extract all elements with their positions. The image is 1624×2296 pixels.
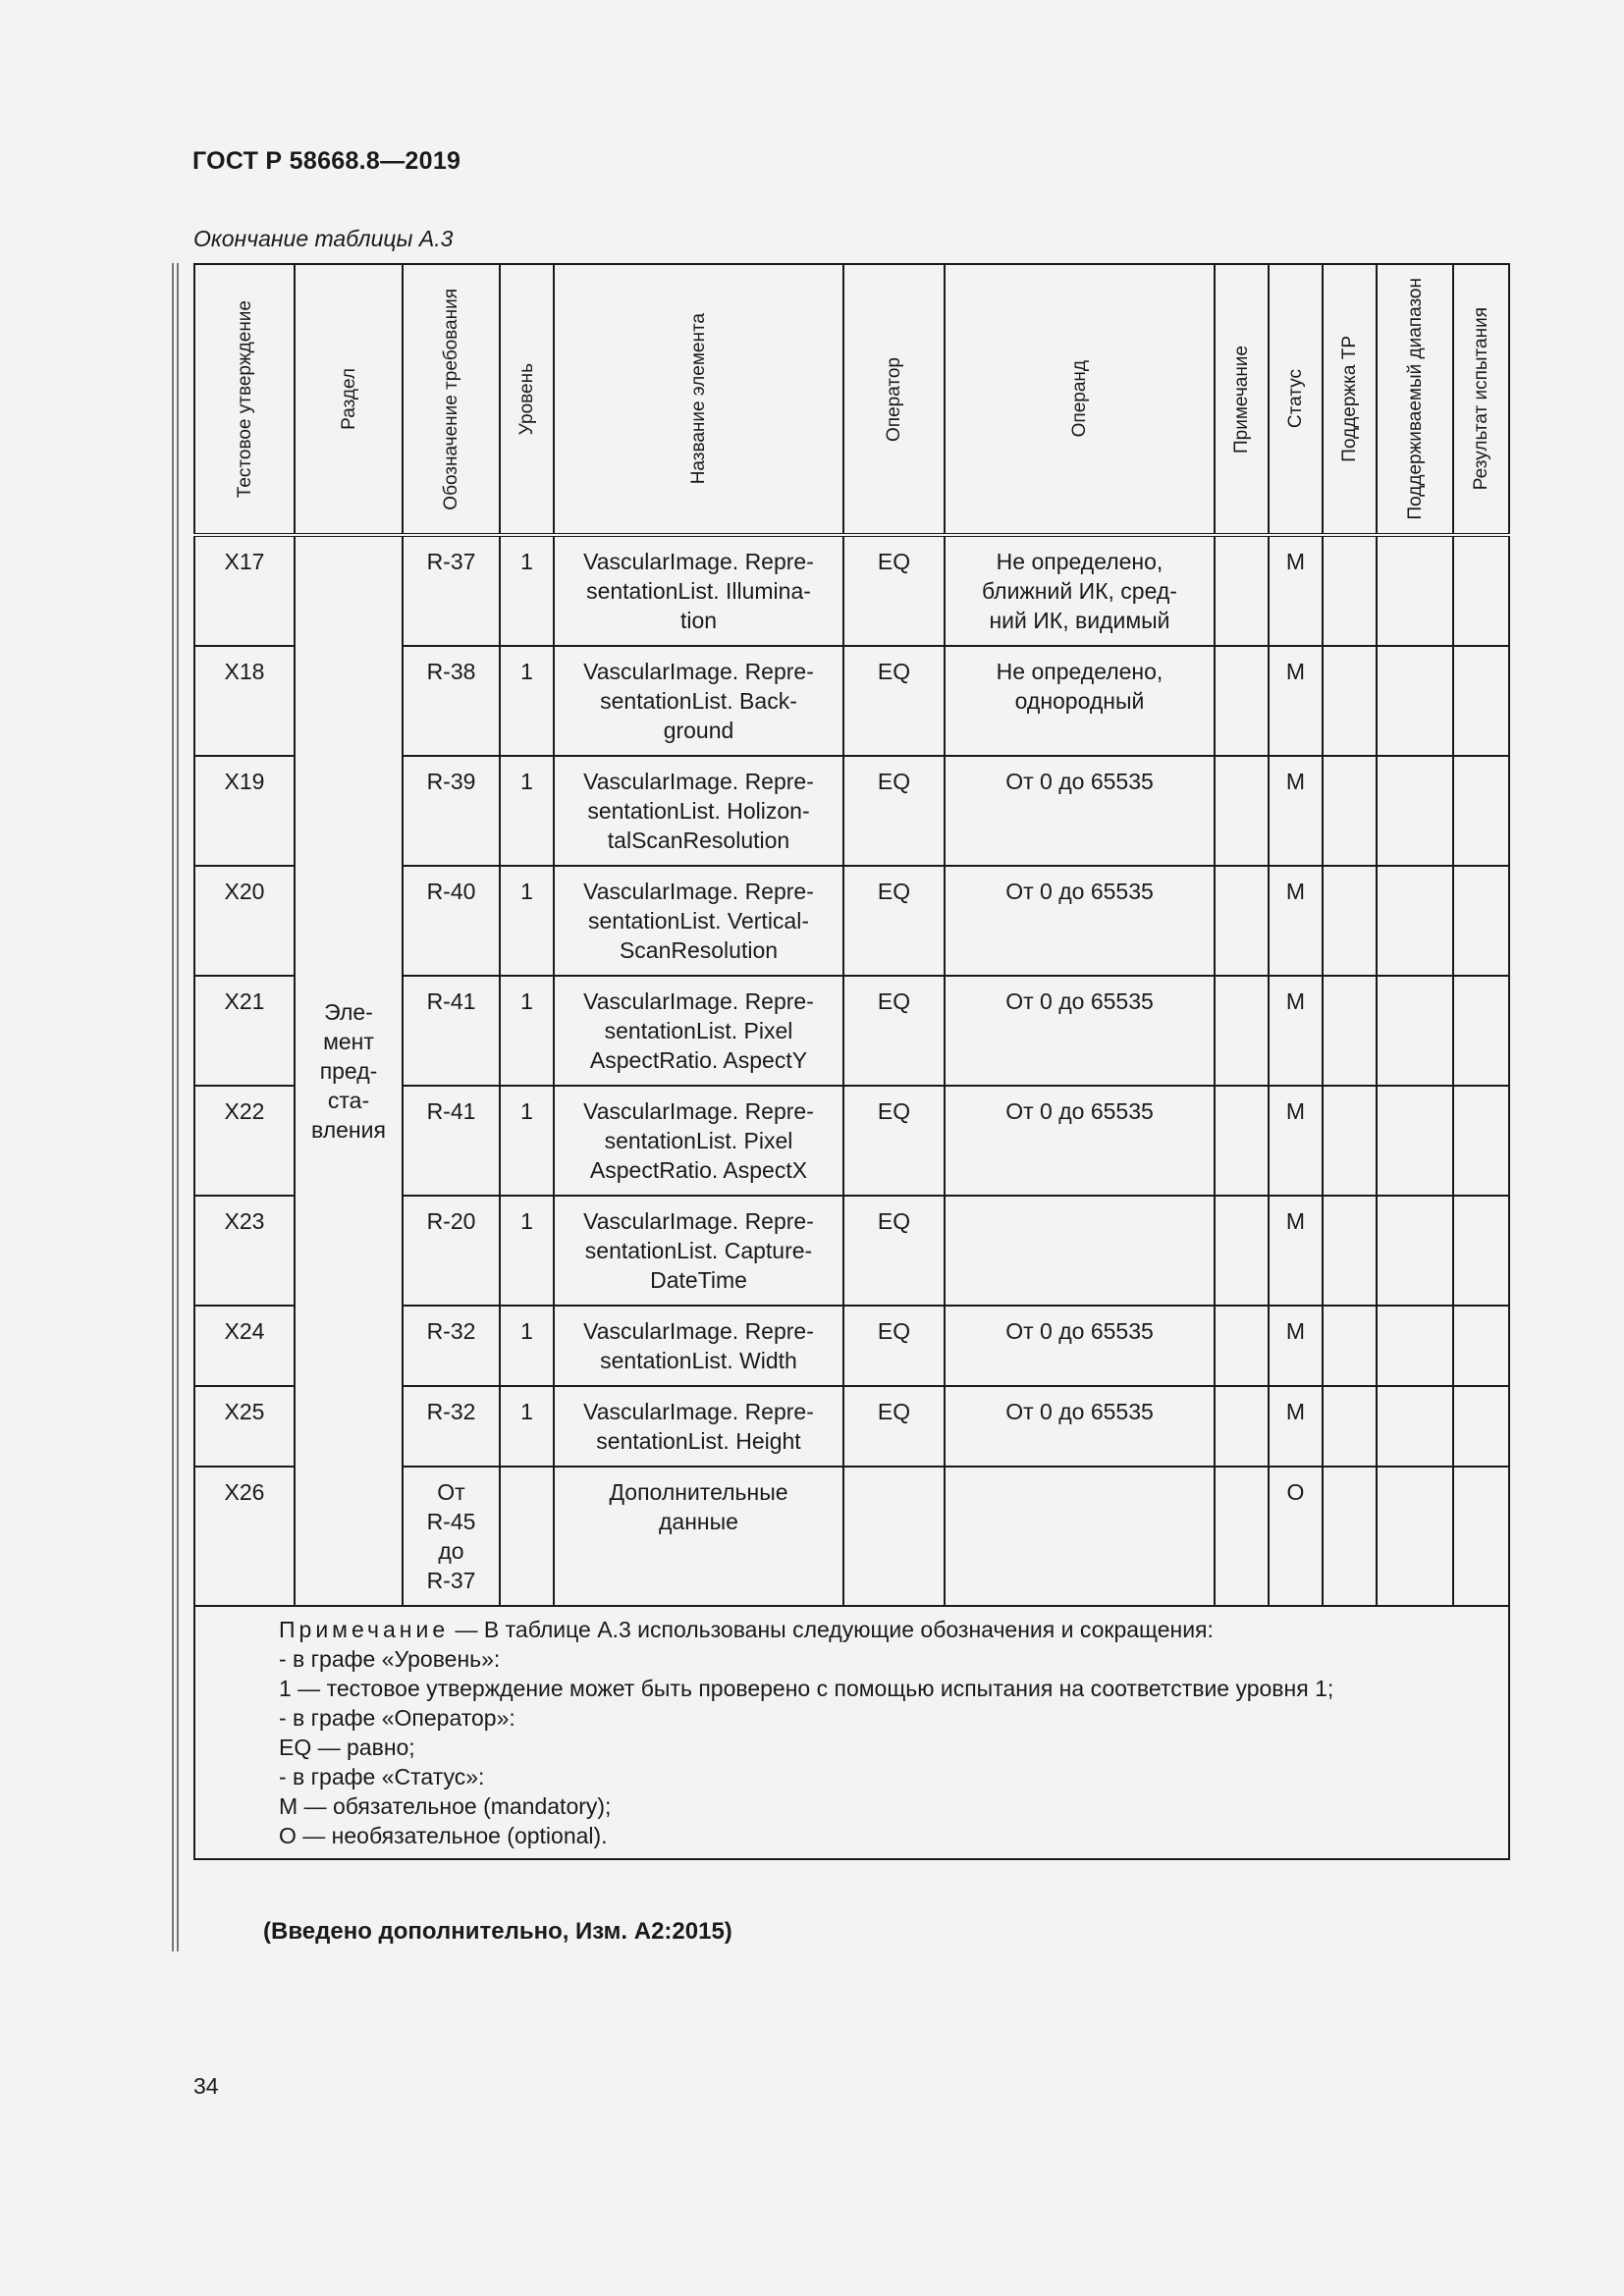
level-cell: 1	[500, 535, 554, 646]
requirement-cell: R-38	[403, 646, 500, 756]
note-line: - в графе «Оператор»:	[279, 1705, 515, 1731]
status-cell: M	[1269, 646, 1323, 756]
element-name-cell: VascularImage. Repre- sentationList. Height	[554, 1386, 843, 1467]
requirement-cell: R-40	[403, 866, 500, 976]
test-result-cell	[1453, 1086, 1509, 1196]
note-line: 1 — тестовое утверждение может быть проверено с помощью испытания на соответствие уровня 1;	[279, 1676, 1334, 1701]
note-line: M — обязательное (mandatory);	[279, 1793, 612, 1819]
col-header-element-name: Название элемента	[554, 264, 843, 535]
tr-support-cell	[1323, 1086, 1377, 1196]
change-bar	[172, 263, 179, 1951]
test-statement-cell: X22	[194, 1086, 295, 1196]
tr-support-cell	[1323, 1467, 1377, 1606]
test-result-cell	[1453, 646, 1509, 756]
col-header-operator: Оператор	[843, 264, 945, 535]
tr-support-cell	[1323, 1306, 1377, 1386]
note-lead: Примечание	[279, 1617, 450, 1642]
section-cell	[295, 535, 403, 1606]
col-header-tr-support: Поддержка ТР	[1323, 264, 1377, 535]
tr-support-cell	[1323, 756, 1377, 866]
operand-cell: Не определено, ближний ИК, сред- ний ИК, видимый	[945, 535, 1215, 646]
test-result-cell	[1453, 1306, 1509, 1386]
supported-range-cell	[1377, 756, 1453, 866]
operator-cell: EQ	[843, 1196, 945, 1306]
element-name-cell: VascularImage. Repre- sentationList. Vertical- ScanResolution	[554, 866, 843, 976]
operator-cell: EQ	[843, 866, 945, 976]
status-cell: M	[1269, 535, 1323, 646]
operator-cell: EQ	[843, 646, 945, 756]
test-result-cell	[1453, 756, 1509, 866]
supported-range-cell	[1377, 535, 1453, 646]
test-statement-cell: X17	[194, 535, 295, 646]
note-line: O — необязательное (optional).	[279, 1823, 608, 1848]
operand-cell: Не определено, однородный	[945, 646, 1215, 756]
note-row	[194, 1606, 1509, 1859]
operator-cell: EQ	[843, 1386, 945, 1467]
note-line: EQ — равно;	[279, 1735, 415, 1760]
operand-cell	[945, 1467, 1215, 1606]
element-name-cell: VascularImage. Repre- sentationList. Width	[554, 1306, 843, 1386]
test-result-cell	[1453, 535, 1509, 646]
note-line: - в графе «Уровень»:	[279, 1646, 501, 1672]
status-cell: M	[1269, 976, 1323, 1086]
operator-cell: EQ	[843, 756, 945, 866]
col-header-requirement: Обозначение требования	[403, 264, 500, 535]
level-cell: 1	[500, 1386, 554, 1467]
status-cell: M	[1269, 1086, 1323, 1196]
col-header-status: Статус	[1269, 264, 1323, 535]
level-cell: 1	[500, 866, 554, 976]
tr-support-cell	[1323, 1386, 1377, 1467]
element-name-cell: VascularImage. Repre- sentationList. Holizon- talScanResolution	[554, 756, 843, 866]
note-cell	[1215, 1306, 1269, 1386]
test-statement-cell: X21	[194, 976, 295, 1086]
requirements-table	[193, 263, 1510, 1860]
operand-cell: От 0 до 65535	[945, 1086, 1215, 1196]
status-cell: M	[1269, 1386, 1323, 1467]
col-header-supported-range: Поддерживаемый диапазон	[1377, 264, 1453, 535]
requirement-cell: R-32	[403, 1386, 500, 1467]
operator-cell	[843, 1467, 945, 1606]
level-cell	[500, 1467, 554, 1606]
note-cell	[1215, 866, 1269, 976]
operator-cell: EQ	[843, 976, 945, 1086]
element-name-cell: VascularImage. Repre- sentationList. Pixel AspectRatio. AspectX	[554, 1086, 843, 1196]
table-caption: Окончание таблицы А.3	[193, 226, 454, 251]
status-cell: M	[1269, 866, 1323, 976]
document-header: ГОСТ Р 58668.8—2019	[192, 147, 461, 175]
element-name-cell: Дополнительные данные	[554, 1467, 843, 1606]
test-result-cell	[1453, 1386, 1509, 1467]
table-note	[194, 1606, 1509, 1859]
supported-range-cell	[1377, 976, 1453, 1086]
requirement-cell: От R-45 до R-37	[403, 1467, 500, 1606]
test-statement-cell: X19	[194, 756, 295, 866]
addendum: (Введено дополнительно, Изм. А2:2015)	[263, 1918, 732, 1945]
section-label: Эле- мент пред- ста- вления	[311, 999, 386, 1143]
requirement-cell: R-41	[403, 1086, 500, 1196]
note-text: — В таблице А.3 использованы следующие обозначения и сокращения:	[449, 1617, 1214, 1642]
tr-support-cell	[1323, 646, 1377, 756]
supported-range-cell	[1377, 646, 1453, 756]
element-name-cell: VascularImage. Repre- sentationList. Pixel AspectRatio. AspectY	[554, 976, 843, 1086]
test-result-cell	[1453, 976, 1509, 1086]
element-name-cell: VascularImage. Repre- sentationList. Back- ground	[554, 646, 843, 756]
element-name-cell: VascularImage. Repre- sentationList. Illumina- tion	[554, 535, 843, 646]
operator-cell: EQ	[843, 1306, 945, 1386]
element-name-cell: VascularImage. Repre- sentationList. Capture- DateTime	[554, 1196, 843, 1306]
requirement-cell: R-32	[403, 1306, 500, 1386]
operand-cell: От 0 до 65535	[945, 976, 1215, 1086]
operand-cell: От 0 до 65535	[945, 1306, 1215, 1386]
note-cell	[1215, 646, 1269, 756]
status-cell: M	[1269, 1196, 1323, 1306]
requirement-cell: R-37	[403, 535, 500, 646]
page-number: 34	[193, 2073, 219, 2099]
level-cell: 1	[500, 756, 554, 866]
note-cell	[1215, 1386, 1269, 1467]
test-statement-cell: X23	[194, 1196, 295, 1306]
operand-cell	[945, 1196, 1215, 1306]
level-cell: 1	[500, 1306, 554, 1386]
supported-range-cell	[1377, 866, 1453, 976]
test-statement-cell: X20	[194, 866, 295, 976]
note-cell	[1215, 1196, 1269, 1306]
level-cell: 1	[500, 1086, 554, 1196]
level-cell: 1	[500, 646, 554, 756]
col-header-operand: Операнд	[945, 264, 1215, 535]
col-header-note: Примечание	[1215, 264, 1269, 535]
status-cell: O	[1269, 1467, 1323, 1606]
supported-range-cell	[1377, 1386, 1453, 1467]
requirement-cell: R-39	[403, 756, 500, 866]
requirement-cell: R-20	[403, 1196, 500, 1306]
test-statement-cell: X26	[194, 1467, 295, 1606]
status-cell: M	[1269, 1306, 1323, 1386]
supported-range-cell	[1377, 1306, 1453, 1386]
col-header-test-result: Результат испытания	[1453, 264, 1509, 535]
operand-cell: От 0 до 65535	[945, 756, 1215, 866]
tr-support-cell	[1323, 866, 1377, 976]
status-cell: M	[1269, 756, 1323, 866]
note-cell	[1215, 976, 1269, 1086]
level-cell: 1	[500, 976, 554, 1086]
tr-support-cell	[1323, 535, 1377, 646]
test-statement-cell: X24	[194, 1306, 295, 1386]
supported-range-cell	[1377, 1467, 1453, 1606]
operand-cell: От 0 до 65535	[945, 1386, 1215, 1467]
tr-support-cell	[1323, 976, 1377, 1086]
test-result-cell	[1453, 1196, 1509, 1306]
tr-support-cell	[1323, 1196, 1377, 1306]
requirement-cell: R-41	[403, 976, 500, 1086]
note-line: - в графе «Статус»:	[279, 1764, 485, 1789]
test-statement-cell: X25	[194, 1386, 295, 1467]
test-result-cell	[1453, 1467, 1509, 1606]
operator-cell: EQ	[843, 535, 945, 646]
note-cell	[1215, 1467, 1269, 1606]
note-cell	[1215, 535, 1269, 646]
operand-cell: От 0 до 65535	[945, 866, 1215, 976]
col-header-section: Раздел	[295, 264, 403, 535]
supported-range-cell	[1377, 1086, 1453, 1196]
note-cell	[1215, 1086, 1269, 1196]
test-result-cell	[1453, 866, 1509, 976]
col-header-test-statement: Тестовое утверждение	[194, 264, 295, 535]
col-header-level: Уровень	[500, 264, 554, 535]
operator-cell: EQ	[843, 1086, 945, 1196]
supported-range-cell	[1377, 1196, 1453, 1306]
test-statement-cell: X18	[194, 646, 295, 756]
note-cell	[1215, 756, 1269, 866]
level-cell: 1	[500, 1196, 554, 1306]
table-row	[194, 535, 1509, 646]
